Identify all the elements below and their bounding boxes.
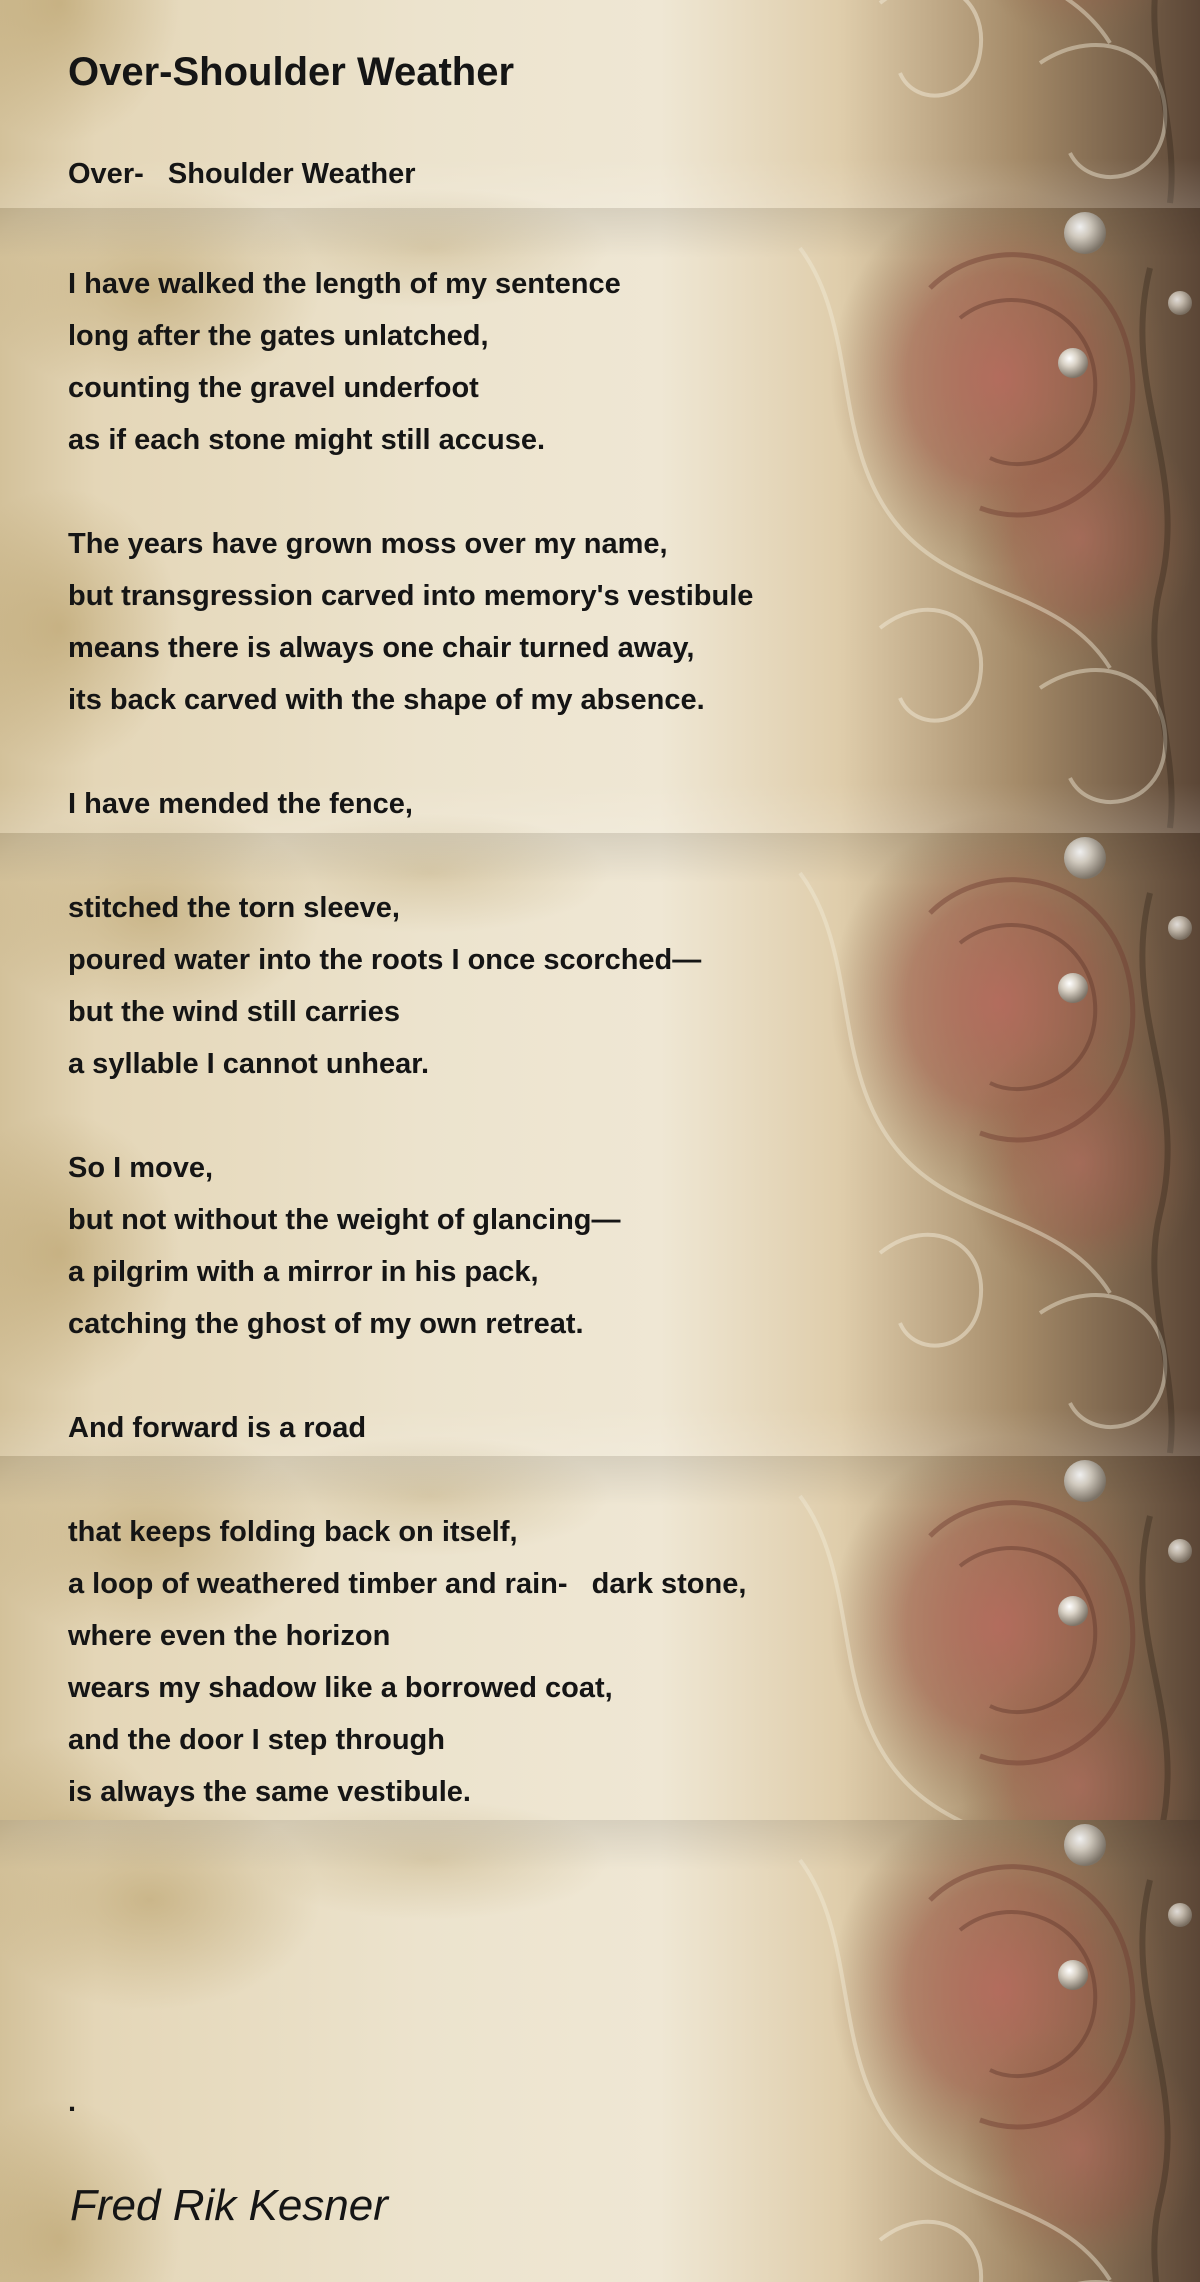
poem-body bbox=[68, 258, 753, 1818]
poem-line: and the door I step through bbox=[68, 1724, 445, 1756]
poem-line: as if each stone might still accuse. bbox=[68, 424, 546, 456]
poem-line: a pilgrim with a mirror in his pack, bbox=[68, 1256, 539, 1288]
poem-line: poured water into the roots I once scorched— bbox=[68, 944, 702, 976]
poem-line: I have walked the length of my sentence bbox=[68, 268, 621, 300]
poem-line: its back carved with the shape of my absence. bbox=[68, 684, 705, 716]
poem-line bbox=[68, 466, 753, 518]
poem-line: but not without the weight of glancing— bbox=[68, 1204, 621, 1236]
poem-line: long after the gates unlatched, bbox=[68, 320, 489, 352]
poem-line: catching the ghost of my own retreat. bbox=[68, 1308, 584, 1340]
poem-line: wears my shadow like a borrowed coat, bbox=[68, 1672, 613, 1704]
poem-line bbox=[68, 830, 753, 882]
poem-line: And forward is a road bbox=[68, 1412, 367, 1444]
poem-line: stitched the torn sleeve, bbox=[68, 892, 400, 924]
poem-line: is always the same vestibule. bbox=[68, 1776, 471, 1808]
poem-line bbox=[68, 726, 753, 778]
poem-title: Over-Shoulder Weather bbox=[68, 50, 515, 94]
poem-end-mark: . bbox=[68, 2086, 77, 2118]
poem-line: means there is always one chair turned away, bbox=[68, 632, 695, 664]
poem-line: but transgression carved into memory's vestibule bbox=[68, 580, 754, 612]
poem-author: Fred Rik Kesner bbox=[70, 2181, 388, 2230]
poem-line: I have mended the fence, bbox=[68, 788, 413, 820]
poem-line: a syllable I cannot unhear. bbox=[68, 1048, 430, 1080]
poem-line: a loop of weathered timber and rain- dark stone, bbox=[68, 1568, 747, 1600]
poem-subtitle: Over- Shoulder Weather bbox=[68, 158, 416, 190]
poem-line: but the wind still carries bbox=[68, 996, 400, 1028]
poem-line bbox=[68, 1454, 753, 1506]
poem-line: So I move, bbox=[68, 1152, 214, 1184]
poem-line: The years have grown moss over my name, bbox=[68, 528, 668, 560]
poem-line: counting the gravel underfoot bbox=[68, 372, 479, 404]
poem-line bbox=[68, 1350, 753, 1402]
poem-line: where even the horizon bbox=[68, 1620, 391, 1652]
poem-line bbox=[68, 1090, 753, 1142]
poem-line: that keeps folding back on itself, bbox=[68, 1516, 518, 1548]
